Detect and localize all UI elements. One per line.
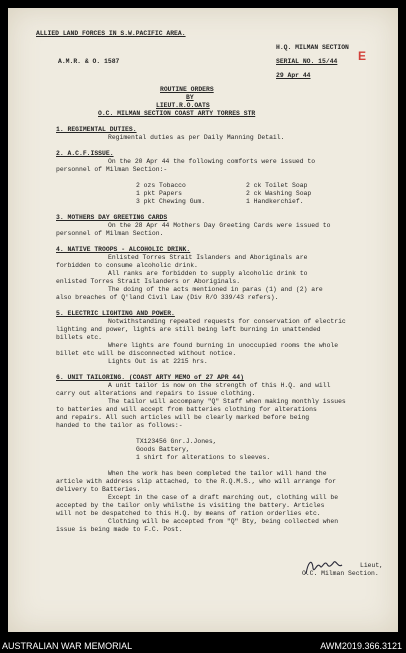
header-org: ALLIED LAND FORCES IN S.W.PACIFIC AREA. bbox=[36, 30, 186, 37]
section-5-text: Lights Out is at 2215 hrs. bbox=[108, 358, 208, 365]
comfort-item: 2 ck Washing Soap bbox=[246, 190, 312, 197]
section-1-text: Regimental duties as per Daily Manning Detail. bbox=[108, 134, 285, 141]
section-6-text: accepted by the tailor only whilsthe is visiting the battery. Articles bbox=[56, 502, 325, 509]
section-4-text: Enlisted Torres Strait Islanders and Aboriginals are bbox=[108, 254, 308, 261]
section-6-text: issue is being made to F.C. Post. bbox=[56, 526, 183, 533]
archive-id: AWM2019.366.3121 bbox=[320, 641, 402, 651]
section-6-text: Except in the case of a draft marching out, clothing will be bbox=[108, 494, 339, 501]
title-author: LIEUT.R.O.OATS bbox=[156, 102, 210, 109]
section-3-text: On the 28 Apr 44 Mothers Day Greeting Cards were issued to bbox=[108, 222, 331, 229]
section-4-text: forbidden to consume alcoholic drink. bbox=[56, 262, 198, 269]
section-5-text: Where lights are found burning in unoccupied rooms the whole bbox=[108, 342, 339, 349]
section-6-text: article with address slip attached, to the R.Q.M.S., who will arrange for bbox=[56, 478, 336, 485]
comfort-item: 2 ozs Tobacco bbox=[136, 182, 186, 189]
section-4-heading: 4. NATIVE TROOPS - ALCOHOLIC DRINK. bbox=[56, 246, 191, 253]
section-6-text: carry out alterations and repairs to issue clothing. bbox=[56, 390, 256, 397]
title-routine-orders: ROUTINE ORDERS bbox=[160, 86, 214, 93]
signoff-role: O.C. Milman Section. bbox=[302, 570, 379, 577]
section-5-text: lighting and power, lights are still being left burning in unattended bbox=[56, 326, 321, 333]
section-4-text: also breaches of Q'land Civil Law (Div R/O 339/43 refers). bbox=[56, 294, 279, 301]
tailor-example: 1 shirt for alterations to sleeves. bbox=[136, 454, 271, 461]
archive-footer bbox=[0, 640, 406, 653]
comfort-item: 1 Handkerchief. bbox=[246, 198, 304, 205]
section-6-text: A unit tailor is now on the strength of this H.Q. and will bbox=[108, 382, 331, 389]
section-5-heading: 5. ELECTRIC LIGHTING AND POWER. bbox=[56, 310, 175, 317]
header-ref: A.M.R. & O. 1587 bbox=[58, 58, 120, 65]
section-6-text: The tailor will accompany "Q" Staff when making monthly issues bbox=[108, 398, 346, 405]
section-6-text: Clothing will be accepted from "Q" Bty, being collected when bbox=[108, 518, 339, 525]
section-3-text: personnel of Milman Section. bbox=[56, 230, 164, 237]
signoff-rank: Lieut, bbox=[360, 562, 384, 569]
section-2-text: personnel of Milman Section:- bbox=[56, 166, 168, 173]
tailor-example: TX123456 Gnr.J.Jones, bbox=[136, 438, 217, 445]
section-4-text: All ranks are forbidden to supply alcoholic drink to bbox=[108, 270, 308, 277]
section-6-text: will not be despatched to this H.Q. by means of ration orderlies etc. bbox=[56, 510, 321, 517]
section-6-text: delivery to Batteries. bbox=[56, 486, 141, 493]
tailor-example: Goods Battery, bbox=[136, 446, 190, 453]
section-6-text: handed to the tailor as follows:- bbox=[56, 422, 183, 429]
comfort-item: 3 pkt Chewing Gum. bbox=[136, 198, 206, 205]
section-5-text: Notwithstanding repeated requests for conservation of electric bbox=[108, 318, 346, 325]
section-6-text: and repairs. All such articles will be clearly marked before being bbox=[56, 414, 310, 421]
section-4-text: enlisted Torres Strait Islanders or Aboriginals. bbox=[56, 278, 241, 285]
serial-number: SERIAL NO. 15/44 bbox=[276, 58, 338, 65]
section-5-text: billet etc will be disconnected without notice. bbox=[56, 350, 237, 357]
handwritten-mark: E bbox=[358, 49, 367, 63]
section-3-heading: 3. MOTHERS DAY GREETING CARDS bbox=[56, 214, 168, 221]
section-6-heading: 6. UNIT TAILORING. (COAST ARTY MEMO of 27 APR 44) bbox=[56, 374, 244, 381]
order-date: 29 Apr 44 bbox=[276, 72, 311, 79]
archive-name: AUSTRALIAN WAR MEMORIAL bbox=[2, 641, 133, 651]
document-page bbox=[8, 8, 398, 632]
section-5-text: billets etc. bbox=[56, 334, 103, 341]
section-2-text: On the 20 Apr 44 the following comforts were issued to bbox=[108, 158, 316, 165]
section-4-text: The doing of the acts mentioned in paras (1) and (2) are bbox=[108, 286, 323, 293]
title-section: O.C. MILMAN SECTION COAST ARTY TORRES STR bbox=[98, 110, 256, 117]
section-6-text: When the work has been completed the tailor will hand the bbox=[108, 470, 327, 477]
header-hq: H.Q. MILMAN SECTION bbox=[276, 44, 349, 51]
section-1-heading: 1. REGIMENTAL DUTIES. bbox=[56, 126, 137, 133]
comfort-item: 1 pkt Papers bbox=[136, 190, 183, 197]
comfort-item: 2 ck Toilet Soap bbox=[246, 182, 308, 189]
title-by: BY bbox=[186, 94, 194, 101]
section-2-heading: 2. A.C.F.ISSUE. bbox=[56, 150, 114, 157]
section-6-text: to batteries and will accept from batteries clothing for alterations bbox=[56, 406, 317, 413]
